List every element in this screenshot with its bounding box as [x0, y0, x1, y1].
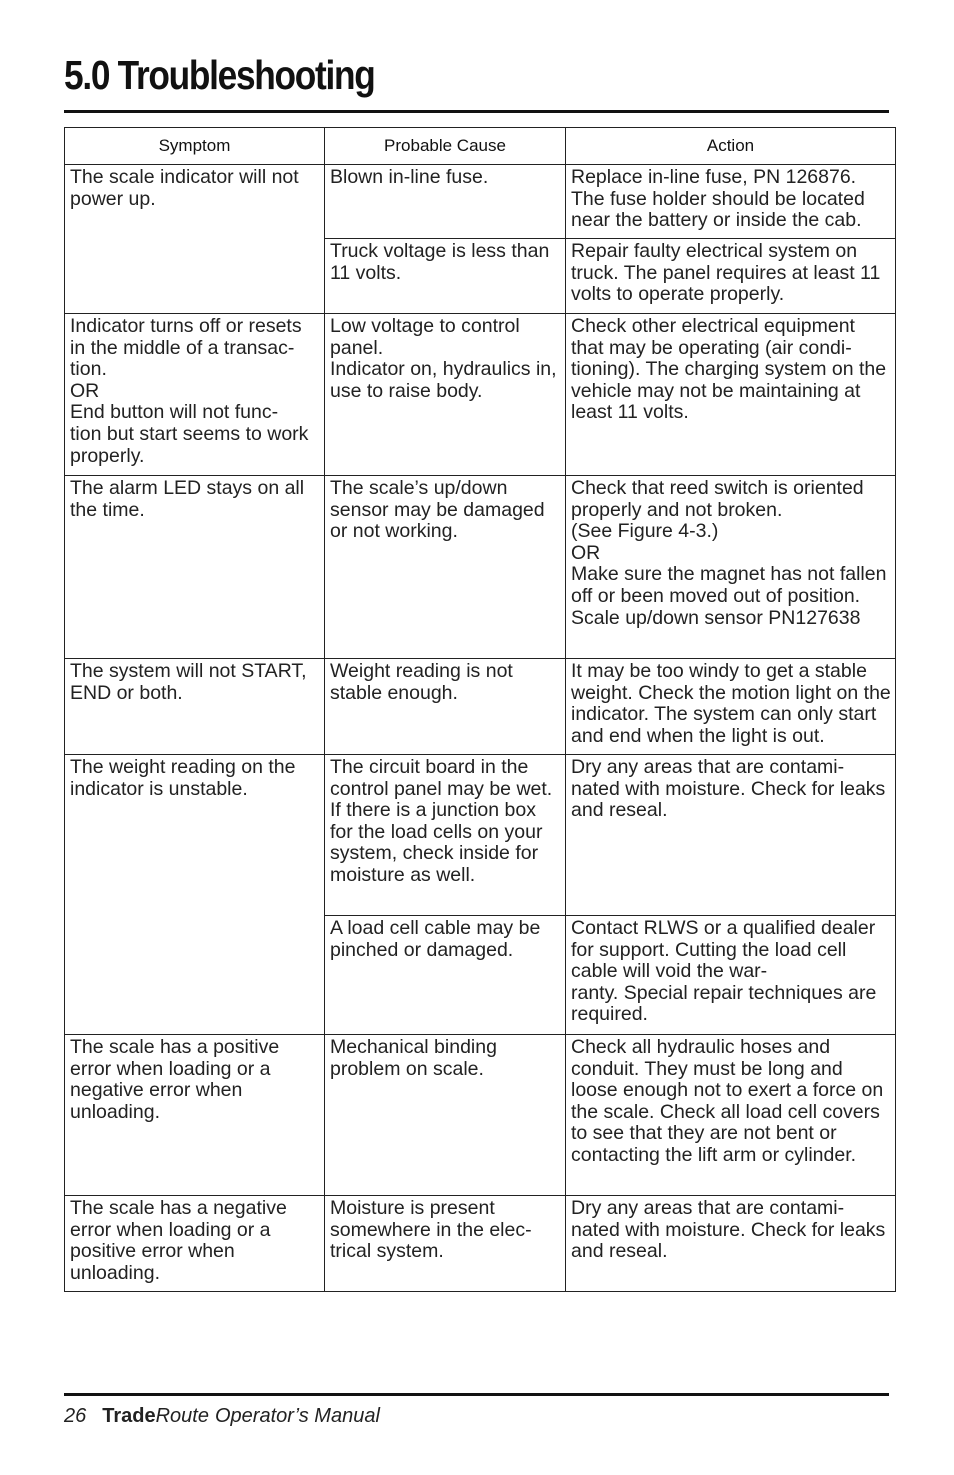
action-cell: Repair faulty electrical system on truck. The panel requires at least 11 volts to operate properly.	[566, 239, 896, 314]
action-cell: Check other electrical equipment that may be operating (air condi- tioning). The charging system on the vehicle may not be maintaining at least 11 volts.	[566, 314, 896, 476]
table-row	[65, 1196, 896, 1292]
brand-name-bold: Trade	[102, 1405, 156, 1427]
symptom-cell: The system will not START, END or both.	[65, 659, 325, 755]
brand-name-italic: Route	[155, 1405, 209, 1427]
table-row	[65, 314, 896, 476]
page-number: 26	[64, 1405, 87, 1427]
table-row	[65, 755, 896, 916]
footer-rule	[64, 1393, 889, 1396]
action-cell: It may be too windy to get a stable weight. Check the motion light on the indicator. The system can only start and end when the light is out.	[566, 659, 896, 755]
troubleshooting-table	[64, 127, 896, 1292]
symptom-cell: The alarm LED stays on all the time.	[65, 476, 325, 659]
cause-cell: Mechanical binding problem on scale.	[325, 1035, 566, 1196]
action-cell: Check all hydraulic hoses and conduit. They must be long and loose enough not to exert a force on the scale. Check all load cell covers to see that they are not bent or contacting the lift arm or cylinder.	[566, 1035, 896, 1196]
action-cell: Contact RLWS or a qualified dealer for support. Cutting the load cell cable will void the war- ranty. Special repair techniques are required.	[566, 916, 896, 1035]
page-title: 5.0 Troubleshooting	[64, 52, 375, 98]
document-title: Operator’s Manual	[214, 1405, 380, 1427]
action-cell: Dry any areas that are contami- nated with moisture. Check for leaks and reseal.	[566, 755, 896, 916]
cause-cell: A load cell cable may be pinched or damaged.	[325, 916, 566, 1035]
action-cell: Replace in-line fuse, PN 126876. The fuse holder should be located near the battery or inside the cab.	[566, 165, 896, 239]
cause-cell: Weight reading is not stable enough.	[325, 659, 566, 755]
table-row	[65, 476, 896, 659]
symptom-cell: The weight reading on the indicator is unstable.	[65, 755, 325, 1035]
header-probable-cause: Probable Cause	[325, 128, 566, 165]
symptom-cell: The scale indicator will not power up.	[65, 165, 325, 314]
action-cell: Dry any areas that are contami- nated with moisture. Check for leaks and reseal.	[566, 1196, 896, 1292]
header-action: Action	[566, 128, 896, 165]
table-row	[65, 659, 896, 755]
action-cell: Check that reed switch is oriented properly and not broken. (See Figure 4-3.) OR Make sure the magnet has not fallen off or been moved out of position. Scale up/down sensor PN127638	[566, 476, 896, 659]
table-row	[65, 165, 896, 239]
cause-cell: The scale’s up/down sensor may be damaged or not working.	[325, 476, 566, 659]
cause-cell: The circuit board in the control panel may be wet. If there is a junction box for the load cells on your system, check inside for moisture as well.	[325, 755, 566, 916]
page-footer	[64, 1405, 380, 1428]
table-row	[65, 1035, 896, 1196]
table-header-row	[65, 128, 896, 165]
cause-cell: Low voltage to control panel. Indicator on, hydraulics in, use to raise body.	[325, 314, 566, 476]
symptom-cell: Indicator turns off or resets in the middle of a transac- tion. OR End button will not func- tion but start seems to work properly.	[65, 314, 325, 476]
symptom-cell: The scale has a negative error when loading or a positive error when unloading.	[65, 1196, 325, 1292]
symptom-cell: The scale has a positive error when loading or a negative error when unloading.	[65, 1035, 325, 1196]
header-symptom: Symptom	[65, 128, 325, 165]
title-rule	[64, 110, 889, 113]
cause-cell: Blown in-line fuse.	[325, 165, 566, 239]
cause-cell: Truck voltage is less than 11 volts.	[325, 239, 566, 314]
cause-cell: Moisture is present somewhere in the elec- trical system.	[325, 1196, 566, 1292]
